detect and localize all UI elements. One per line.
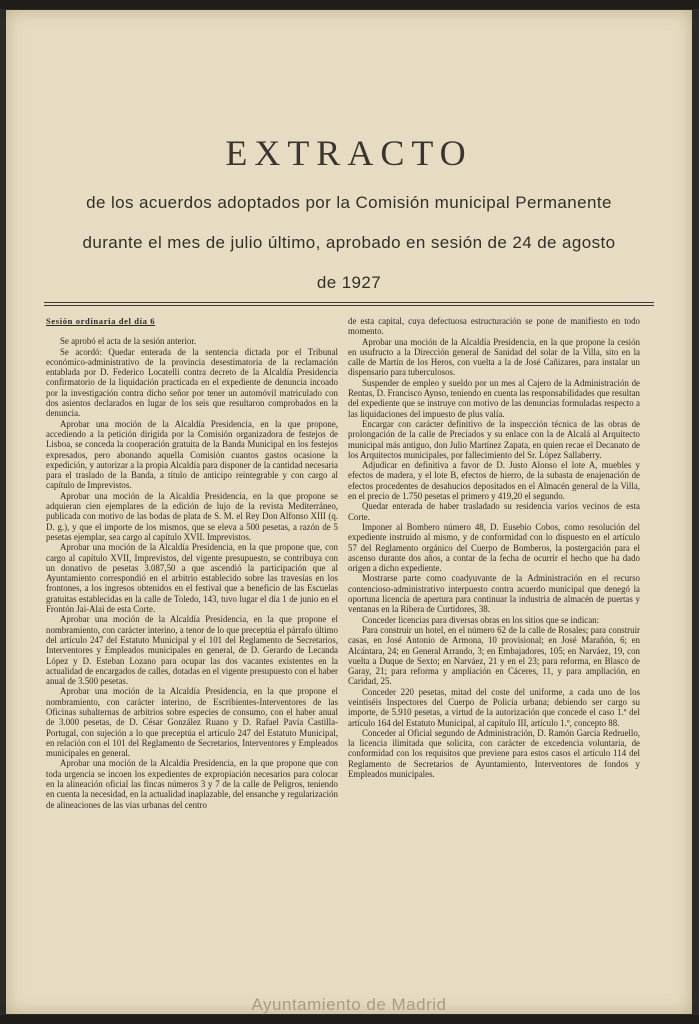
subtitle-line: de los acuerdos adoptados por la Comisión municipal Permanente — [86, 193, 612, 212]
paragraph: Aprobar una moción de la Alcaldía Presidencia, en la que propone se adquieran cien ejemplares de la edición de lujo de la revista Mediterráneo, publicada con motivo de las bodas de plata de S. M. el Rey Don Alfonso XIII (q. D. g.), y que el importe de los mismos, que se eleva a 500 pesetas, a razón de 5 pesetas ejemplar, sea cargo al capítulo XVII. Imprevistos. — [46, 490, 338, 542]
paragraph: Aprobar una moción de la Alcaldía Presidencia, en la que propone el nombramiento, con carácter interino, de Escribientes-Interventores de las Oficinas subalternas de arbitrios sobre especies de consumo, con el haber anual de 3.000 pesetas, de D. César González Ruano y D. Rafael Pavía Castilla-Portugal, con sujeción a lo que preceptúa el artículo 247 del Estatuto Municipal, en relación con el 101 del Reglamento de Secretarios, Interventores y Empleados municipales en general. — [46, 686, 338, 759]
left-column — [46, 316, 338, 938]
document-title: EXTRACTO — [225, 133, 473, 173]
document-page — [6, 10, 692, 1014]
watermark: Ayuntamiento de Madrid — [251, 995, 447, 1014]
paragraph: Adjudicar en definitiva a favor de D. Justo Alonso el lote A, muebles y efectos de madera, y el lote B, efectos de hierro, de la subasta de enajenación de efectos procedentes de desahucios depositados en el Almacén general de la Villa, en el precio de 1.750 pesetas el primero y 419,20 el segundo. — [348, 460, 640, 502]
paragraph: Conceder 220 pesetas, mitad del coste del uniforme, a cada uno de los veintiséis Inspectores del Cuerpo de Policía urbana; debiendo ser cargo su importe, de 5.910 pesetas, a virtud de la autorización que concede el caso 1.º del artículo 164 del Estatuto Municipal, al capítulo III, artículo 1.º, concepto 88. — [348, 686, 640, 728]
paragraph: Aprobar una moción de la Alcaldía Presidencia, en la que propone el nombramiento, con carácter interino, a tenor de lo que preceptúa el párrafo último del artículo 247 del Estatuto Municipal y el 101 del Reglamento de Secretarios, Interventores y Empleados municipales en general, de D. Gerardo de Lecanda López y D. Esteban Lozano para ocupar las dos vacantes existentes en la actualidad de encargados de calles, dotadas en el vigente presupuesto con el haber anual de 3.500 pesetas. — [46, 614, 338, 687]
paragraph: Aprobar una moción de la Alcaldía Presidencia, en la que propone, accediendo a la petición dirigida por la Comisión organizadora de festejos de Lisboa, se conceda la cooperación gratuita de la Banda Municipal en los festejos expresados, pero abonando aquella Comisión cuantos gastos ocasione la expedición, y autorizar a la propia Alcaldía para disponer de la cantidad necesaria para el traslado de la Banda, a título de anticipo reintegrable y con cargo al capítulo de Imprevistos. — [46, 418, 338, 491]
paragraph: Se aprobó el acta de la sesión anterior. — [60, 336, 197, 347]
paragraph: Aprobar una moción de la Alcaldía Presidencia, en la que propone la cesión en usufructo a la Dirección general de Sanidad del solar de la Villa, sito en la calle de Martín de los Heros, con vuelta a la de José Cañizares, para instalar un dispensario para tuberculosos. — [348, 336, 640, 378]
divider-rule — [44, 302, 654, 303]
divider-rule — [44, 305, 654, 306]
paragraph: Para construir un hotel, en el número 62 de la calle de Rosales; para construir casas, en José Antonio de Armona, 10 provisional; en José Marañón, 6; en Alcántara, 24; en General Arrando, 3; en Embajadores, 105; en Narváez, 19, con vuelta a Duque de Sexto; en Narváez, 21 y en el 23; para reforma, en Blasco de Garay, 21; para reforma y ampliación en Cáceres, 11, y para ampliación, en Caridad, 25. — [348, 624, 640, 687]
bottom-border — [0, 1015, 699, 1024]
paragraph: Aprobar una moción de la Alcaldía Presidencia, en la que propone que con toda urgencia se incoen los expedientes de expropiación necesarios para colocar en la alineación oficial las fincas números 3 y 7 de la calle de Peligros, teniendo en cuenta la necesidad, en la actualidad inaplazable, del ensanche y regularización de alineaciones de las vías urbanas del centro — [46, 758, 338, 810]
paragraph: Suspender de empleo y sueldo por un mes al Cajero de la Administración de Rentas, D. Francisco Aynso, teniendo en cuenta las responsabilidades que resultan del expediente que se instruye con motivo de las denuncias formuladas respecto a las liquidaciones del impuesto de plus valía. — [348, 377, 640, 419]
paragraph: Mostrarse parte como coadyuvante de la Administración en el recurso contencioso-administrativo interpuesto contra acuerdo municipal que denegó la oportuna licencia de apertura para continuar la industria de almacén de puertas y ventanas en la Ribera de Curtidores, 38. — [348, 573, 640, 615]
subtitle-line: durante el mes de julio último, aprobado en sesión de 24 de agosto — [82, 233, 616, 252]
paragraph: de esta capital, cuya defectuosa estructuración se pone de manifiesto en todo momento. — [348, 316, 640, 337]
subtitle-line: de 1927 — [316, 273, 382, 292]
right-column — [348, 316, 640, 938]
paragraph: Imponer al Bombero número 48, D. Eusebio Cobos, como resolución del expediente instruido al mismo, y de conformidad con lo dispuesto en el artículo 57 del Reglamento orgánico del Cuerpo de Bomberos, la postergación para el ascenso durante dos años, a contar de la fecha de ocurrir el hecho que ha dado origen a dicho expediente. — [348, 521, 640, 574]
paragraph: Aprobar una moción de la Alcaldía Presidencia, en la que propone que, con cargo al capítulo XVII, Imprevistos, del vigente presupuesto, se contribuya con un donativo de pesetas 3.087,50 a que ascendió la participación que al Ayuntamiento correspondió en el arbitrio establecido sobre las travesías en los frontones, a los ingresos obtenidos en el festival que a beneficio de las Escuelas gratuitas establecidas en la calle de Toledo, 143, tuvo lugar el día 1 de junio en el Frontón Jai-Alai de esta Corte. — [46, 542, 338, 615]
document-subtitle — [34, 183, 664, 303]
session-heading: Sesión ordinaria del día 6 — [46, 316, 156, 326]
paragraph: Se acordó: Quedar enterada de la sentencia dictada por el Tribunal económico-administrativo de la provincia desestimatoria de la reclamación entablada por D. Federico Locatelli contra decreto de la Alcaldía Presidencia confirmatorio de la liquidación practicada en el expediente de denuncia incoado por la investigación contra dicho señor por tener un automóvil matriculado con dos asientos declarados en lugar de los seis que resultaron comprobados en la denuncia. — [46, 346, 338, 419]
top-border — [0, 0, 699, 9]
paragraph: Conceder al Oficial segundo de Administración, D. Ramón García Redruello, la licencia ilimitada que solicita, con carácter de excedencia voluntaria, de conformidad con los requisitos que previene para estos casos el artículo 114 del Reglamento de Secretarios de Ayuntamiento, Interventores de fondos y Empleados municipales. — [348, 727, 640, 780]
paragraph: Conceder licencias para diversas obras en los sitios que se indican: — [362, 614, 600, 625]
paragraph: Quedar enterada de haber trasladado su residencia varios vecinos de esta Corte. — [348, 501, 640, 522]
paragraph: Encargar con carácter definitivo de la inspección técnica de las obras de prolongación de la calle de Preciados y su enlace con la de Alcalá al Arquitecto municipal más antiguo, don Julio Martínez Zapata, en quien recae el Decanato de los Arquitectos municipales, por fallecimiento del Sr. López Sallaberry. — [348, 418, 640, 460]
